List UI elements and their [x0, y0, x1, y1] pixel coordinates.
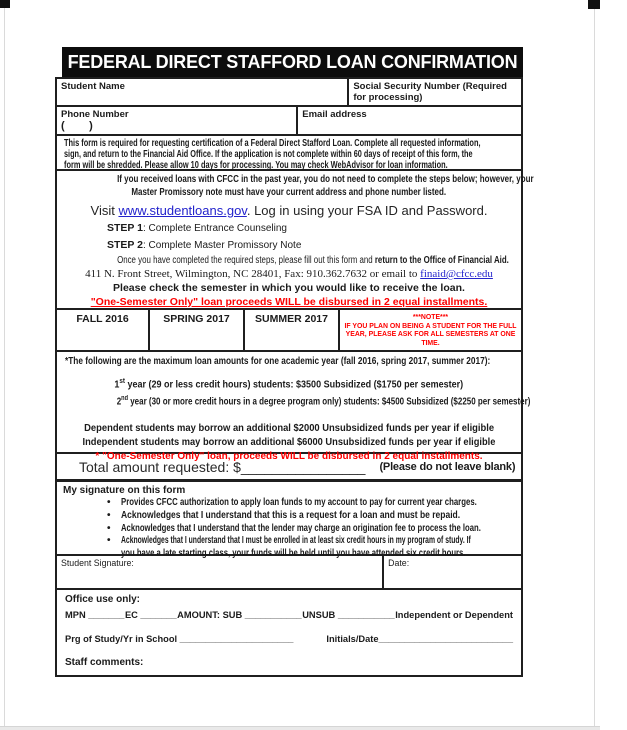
semester-note-line-1: ***NOTE***: [412, 314, 449, 321]
student-name-label: Student Name: [61, 81, 125, 92]
page-edge-bottom: [0, 726, 600, 730]
signature-section: [57, 482, 521, 560]
bullet-icon: •: [107, 509, 111, 521]
phone-field[interactable]: [57, 107, 298, 134]
office-line-1: [65, 609, 513, 622]
amount-sub-blank[interactable]: AMOUNT: SUB ___________: [177, 610, 302, 620]
step-2: [65, 237, 513, 254]
one-semester-warning: "One-Semester Only" loan proceeds WILL be disbursed in 2 equal installments.: [90, 296, 488, 308]
ssn-field[interactable]: [349, 79, 521, 105]
year1-sup: st: [119, 378, 126, 385]
year1-amount-line: [65, 375, 513, 392]
semester-row: [57, 310, 521, 352]
steps-section: [57, 171, 534, 310]
staff-comments-label[interactable]: Staff comments:: [65, 657, 144, 668]
email-label: Email address: [302, 109, 367, 120]
signature-bullet-4: • Acknowledges that I understand that I must be enrolled in at least six credit hours in my program of study. If: [107, 535, 471, 547]
return-instruction-bold: return to the Office of Financial Aid.: [374, 255, 509, 266]
signature-heading: My signature on this form: [63, 485, 186, 496]
bullet-icon: •: [107, 497, 111, 508]
loan-amounts-section: [57, 352, 531, 462]
scan-artifact-top-right: [588, 0, 600, 9]
semester-spring-label: SPRING 2017: [163, 313, 230, 325]
phone-value: ( ): [61, 120, 93, 132]
phone-label: Phone Number: [61, 109, 129, 120]
dependent-line: Dependent students may borrow an additional $2000 Unsubsidized funds per year if eligible: [83, 422, 495, 434]
signature-bullet-3: • Acknowledges that I understand that the lender may charge an origination fee to process the loan.: [107, 522, 481, 534]
date-label: Date:: [388, 558, 410, 568]
semester-cell-summer[interactable]: [245, 310, 340, 350]
bullet-icon: •: [107, 522, 111, 534]
mpn-blank[interactable]: MPN _______: [65, 610, 125, 620]
step-2-text: : Complete Master Promissory Note: [143, 240, 302, 251]
total-note: (Please do not leave blank): [379, 460, 516, 473]
semester-fall-label: FALL 2016: [76, 313, 129, 325]
semester-note: [340, 310, 521, 350]
semester-note-line-3: YEAR, PLEASE ASK FOR ALL SEMESTERS AT ONE TIME.: [345, 331, 516, 347]
loan-amounts-heading: *The following are the maximum loan amounts for one academic year (fall 2016, spring 2017, summer 2017):: [65, 356, 491, 367]
semester-summer-label: SUMMER 2017: [255, 313, 328, 325]
identity-row: [57, 79, 521, 107]
form-table: [55, 77, 534, 677]
step-2-label: STEP 2: [107, 239, 143, 251]
visit-suffix: . Log in using your FSA ID and Password.: [246, 203, 488, 218]
loan-confirmation-form: [55, 47, 534, 677]
year1-text: year (29 or less credit hours) students: $3500 Subsidized ($1750 per semester): [125, 379, 464, 391]
cfcc-note-line-1: If you received loans with CFCC in the past year, you do not need to complete the steps below; however, your: [117, 174, 534, 185]
office-line-2: [65, 633, 513, 646]
signature-date-row: [57, 556, 521, 590]
email-field[interactable]: [298, 107, 521, 134]
year1-num: 1: [114, 379, 120, 391]
year2-sup: nd: [121, 395, 129, 403]
finaid-email-link[interactable]: finaid@cfcc.edu: [420, 268, 493, 280]
page-edge-right: [594, 0, 595, 726]
year2-amount-line: [65, 392, 531, 409]
independent-or-dependent[interactable]: Independent or Dependent: [395, 610, 513, 620]
office-use-heading: Office use only:: [65, 594, 141, 605]
intro-line-2: sign, and return to the Financial Aid Office. If the application is not complete within 60 days of receipt of this form, the: [64, 149, 473, 160]
signature-bullet-1: • Provides CFCC authorization to apply loan funds to my account to pay for current year charges.: [107, 497, 477, 508]
signature-bullet-4-continued: you have a late starting class, your funds will be held until you have attended six credit hours.: [121, 548, 466, 560]
page-edge-left: [4, 0, 5, 726]
check-semester-instruction: Please check the semester in which you would like to receive the loan.: [113, 282, 465, 294]
scan-artifact-top-left: [0, 0, 10, 8]
total-label: Total amount requested: $: [79, 458, 241, 475]
visit-prefix: Visit: [90, 203, 119, 218]
initials-date-blank[interactable]: Initials/Date__________________________: [326, 634, 513, 644]
intro-line-3: form will be shredded. Please allow 10 days for processing. You may check WebAdvisor for loan information.: [64, 160, 448, 171]
ssn-label: Social Security Number (Required for processing): [353, 81, 507, 103]
program-of-study-blank[interactable]: Prg of Study/Yr in School ______________________: [65, 634, 294, 644]
intro-section: [57, 136, 521, 171]
year2-num: 2: [116, 396, 122, 408]
step-1: [65, 220, 513, 237]
return-instruction-text: Once you have completed the required steps, please fill out this form and: [117, 255, 375, 266]
semester-cell-spring[interactable]: [150, 310, 245, 350]
independent-line: Independent students may borrow an additional $6000 Unsubsidized funds per year if eligible: [82, 436, 496, 448]
studentloans-link[interactable]: www.studentloans.gov: [118, 203, 247, 218]
cfcc-note-line-2: Master Promissory note must have your current address and phone number listed.: [131, 187, 447, 198]
bullet-icon: •: [107, 535, 111, 547]
year2-text: year (30 or more credit hours in a degree program only) students: $4500 Subsidized ($2250 per semester): [128, 396, 531, 408]
return-instruction: [65, 254, 513, 268]
address-line: [65, 268, 513, 281]
semester-cell-fall[interactable]: [57, 310, 150, 350]
total-blank[interactable]: ________________: [240, 458, 366, 475]
student-signature-label: Student Signature:: [61, 558, 134, 568]
ec-blank[interactable]: EC _______: [124, 610, 177, 620]
contact-row: [57, 107, 521, 136]
student-name-field[interactable]: [57, 79, 349, 105]
unsub-blank[interactable]: UNSUB ___________: [302, 610, 395, 620]
semester-note-line-2: IF YOU PLAN ON BEING A STUDENT FOR THE FULL: [344, 322, 517, 330]
intro-line-1: This form is required for requesting certification of a Federal Direct Stafford Loan. Complete all requested information,: [64, 138, 481, 149]
form-title: FEDERAL DIRECT STAFFORD LOAN CONFIRMATION FORM: [67, 52, 518, 102]
amounts-warning-line: * "One-Semester Only" loan, proceeds WILL be disbursed in 2 equal installments.: [95, 450, 483, 462]
visit-line: [65, 201, 513, 220]
office-use-section: [57, 590, 521, 675]
signature-bullet-2: • Acknowledges that I understand that this is a request for a loan and must be repaid.: [107, 509, 461, 521]
address-text: 411 N. Front Street, Wilmington, NC 28401, Fax: 910.362.7632 or email to: [85, 268, 421, 280]
step-1-label: STEP 1: [107, 222, 143, 234]
step-1-text: : Complete Entrance Counseling: [143, 223, 287, 234]
